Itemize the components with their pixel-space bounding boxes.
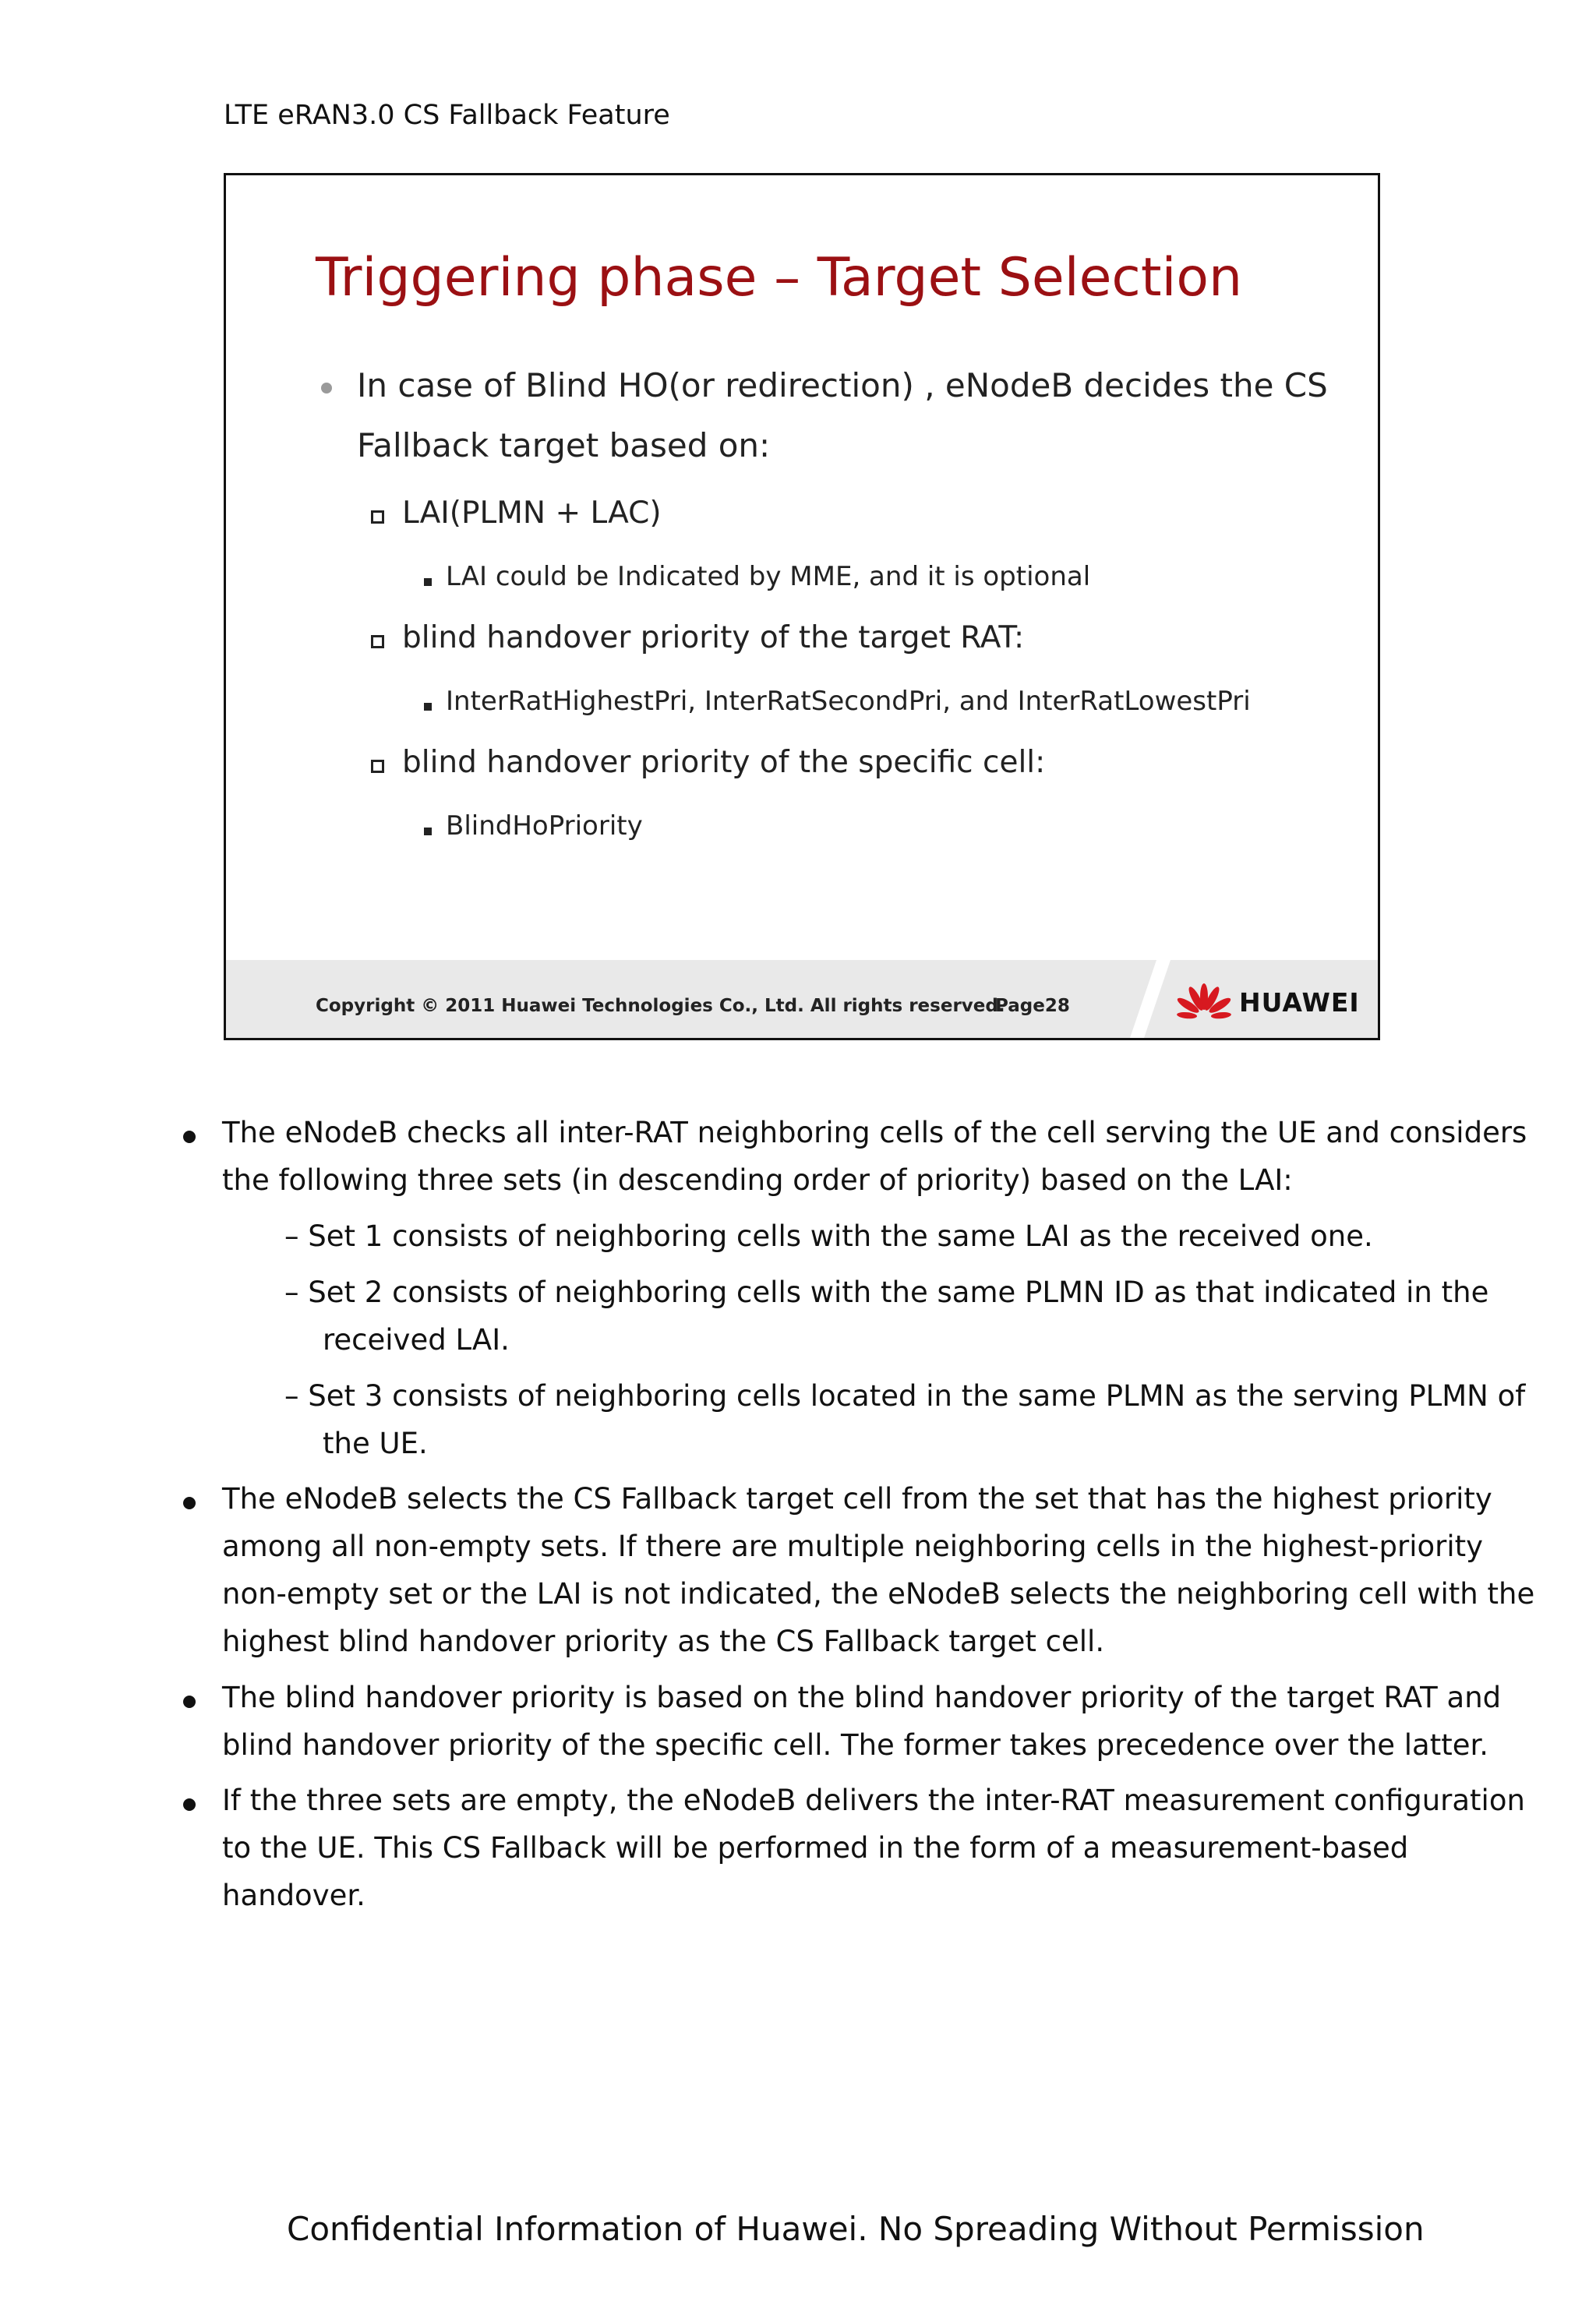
page-header-title: LTE eRAN3.0 CS Fallback Feature — [224, 100, 670, 131]
slide-image — [224, 173, 1380, 1040]
square-bullet-icon — [424, 703, 432, 711]
paragraph-line: The eNodeB checks all inter-RAT neighboring cells of the cell serving the UE and considers — [222, 1116, 1527, 1149]
bullet-dot-icon — [183, 1131, 196, 1143]
huawei-flower-icon — [1177, 983, 1231, 1022]
paragraph-line: non-empty set or the LAI is not indicated, the eNodeB selects the neighboring cell with the — [222, 1577, 1535, 1611]
slide-bullet-line: In case of Blind HO(or redirection) , eNodeB decides the CS — [357, 366, 1328, 404]
paragraph-line: handover. — [222, 1879, 365, 1912]
huawei-wordmark: HUAWEI — [1239, 986, 1360, 1018]
paragraph-line: to the UE. This CS Fallback will be performed in the form of a measurement-based — [222, 1831, 1409, 1865]
set-line: received LAI. — [323, 1323, 510, 1357]
slide-title: Triggering phase – Target Selection — [316, 247, 1243, 309]
bullet-dot-icon — [321, 383, 332, 393]
set-line: the UE. — [323, 1427, 428, 1460]
hollow-square-bullet-icon — [371, 760, 384, 773]
paragraph-line: The eNodeB selects the CS Fallback target cell from the set that has the highest priority — [222, 1482, 1492, 1516]
square-bullet-icon — [424, 578, 432, 586]
slide-item-label: blind handover priority of the target RAT: — [402, 620, 1025, 655]
set-line: – Set 1 consists of neighboring cells with the same LAI as the received one. — [284, 1219, 1373, 1253]
huawei-logo — [1177, 979, 1360, 1025]
set-line: – Set 3 consists of neighboring cells located in the same PLMN as the serving PLMN of — [284, 1379, 1526, 1413]
paragraph-line: blind handover priority of the specific cell. The former takes precedence over the latter. — [222, 1728, 1489, 1762]
hollow-square-bullet-icon — [371, 635, 384, 648]
slide-copyright: Copyright © 2011 Huawei Technologies Co., Ltd. All rights reserved. — [316, 996, 1005, 1016]
hollow-square-bullet-icon — [371, 510, 384, 524]
slide-item-sub: InterRatHighestPri, InterRatSecondPri, and InterRatLowestPri — [446, 686, 1251, 717]
slide-footer — [226, 960, 1378, 1038]
slide-item-label: LAI(PLMN + LAC) — [402, 496, 662, 531]
paragraph-line: among all non-empty sets. If there are multiple neighboring cells in the highest-priority — [222, 1530, 1484, 1563]
square-bullet-icon — [424, 828, 432, 835]
confidential-footer: Confidential Information of Huawei. No Spreading Without Permission — [287, 2210, 1425, 2248]
slide-item-sub: BlindHoPriority — [446, 810, 643, 842]
paragraph-line: The blind handover priority is based on the blind handover priority of the target RAT and — [222, 1681, 1502, 1714]
paragraph-line: the following three sets (in descending order of priority) based on the LAI: — [222, 1163, 1293, 1197]
slide-item-sub: LAI could be Indicated by MME, and it is optional — [446, 561, 1091, 592]
slide-item-label: blind handover priority of the specific cell: — [402, 745, 1046, 780]
slide-bullet-line: Fallback target based on: — [357, 426, 771, 464]
bullet-dot-icon — [183, 1798, 196, 1811]
bullet-dot-icon — [183, 1696, 196, 1708]
paragraph-line: highest blind handover priority as the CS Fallback target cell. — [222, 1625, 1105, 1658]
paragraph-line: If the three sets are empty, the eNodeB delivers the inter-RAT measurement configuration — [222, 1784, 1525, 1817]
slide-page-number: Page28 — [995, 996, 1070, 1016]
set-line: – Set 2 consists of neighboring cells with the same PLMN ID as that indicated in the — [284, 1276, 1489, 1309]
bullet-dot-icon — [183, 1497, 196, 1509]
